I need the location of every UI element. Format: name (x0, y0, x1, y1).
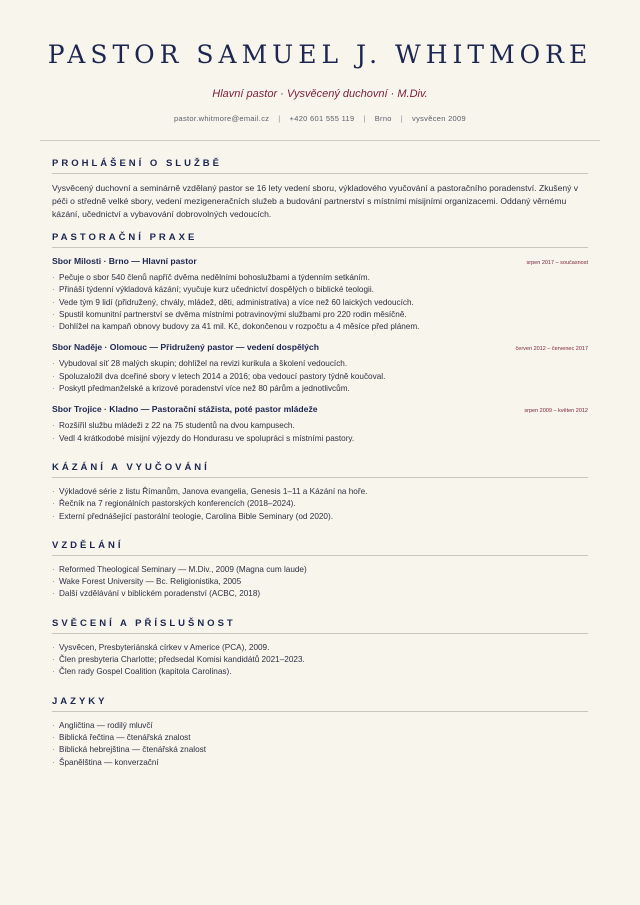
contact-email[interactable]: pastor.whitmore@email.cz (174, 114, 270, 123)
education-list (52, 564, 588, 601)
section-title-statement: PROHLÁŠENÍ O SLUŽBĚ (52, 158, 588, 174)
section-title-preaching: KÁZÁNÍ A VYUČOVÁNÍ (52, 462, 588, 478)
name-heading: PASTOR SAMUEL J. WHITMORE (47, 40, 593, 69)
section-title-languages: JAZYKY (52, 696, 588, 712)
job-header (52, 342, 588, 352)
list-item: · Pečuje o sbor 540 členů napříč dvěma nedělními bohoslužbami a týdenním setkáním. (52, 273, 370, 282)
list-item: · Vysvěcen, Presbyteriánská církev v Americe (PCA), 2009. (52, 642, 270, 652)
header-divider (40, 140, 600, 141)
list-item: · Výkladové série z listu Římanům, Janova evangelia, Genesis 1–11 a Kázání na hoře. (52, 486, 368, 496)
section-title-education: VZDĚLÁNÍ (52, 540, 588, 556)
job-header (52, 404, 588, 414)
list-item: · Řečník na 7 regionálních pastorských konferencích (2018–2024). (52, 499, 296, 509)
list-item: · Poskytl předmanželské a krizové poradenství více než 80 párům a jednotlivcům. (52, 384, 350, 394)
list-item: · Biblická řečtina — čtenářská znalost (52, 732, 191, 742)
contact-phone[interactable]: +420 601 555 119 (289, 114, 355, 123)
list-item: · Další vzdělávání v biblickém poradenství (ACBC, 2018) (52, 589, 261, 599)
contact-ordained: vysvěcen 2009 (412, 114, 466, 123)
list-item: · Vedl 4 krátkodobé misijní výjezdy do Hondurasu ve spolupráci s místními pastory. (52, 433, 355, 443)
section-title-experience: PASTORAČNÍ PRAXE (52, 232, 588, 248)
job-date: srpen 2009 – květen 2012 (524, 408, 588, 415)
resume-content (52, 158, 588, 778)
job-title: Sbor Milosti · Brno — Hlavní pastor (52, 256, 197, 266)
list-item: · Vede tým 9 lidí (přidružený, chvály, mládež, děti, administrativa) a více než 60 laických vedoucích. (52, 297, 414, 307)
job-duties (52, 420, 588, 445)
job-duties (52, 272, 588, 333)
list-item: · Španělština — konverzační (52, 757, 159, 767)
list-item: · Spoluzaložil dva dceřiné sbory v letech 2014 a 2016; oba vedoucí pastory týdně koučoval. (52, 371, 386, 381)
subtitle: Hlavní pastor · Vysvěcený duchovní · M.Div. (212, 88, 428, 100)
list-item: · Biblická hebrejština — čtenářská znalost (52, 745, 206, 755)
list-item: · Dohlížel na kampaň obnovy budovy za 41 mil. Kč, dokončenou v rozpočtu a 4 měsíce před plánem. (52, 322, 420, 332)
list-item: · Reformed Theological Seminary — M.Div., 2009 (Magna cum laude) (52, 564, 307, 574)
list-item: · Spustil komunitní partnerství se dvěma místními potravinovými službami pro 220 rodin měsíčně. (52, 309, 407, 319)
ordination-list (52, 642, 588, 679)
contact-city: Brno (374, 114, 392, 123)
job-date: srpen 2017 – současnost (526, 260, 588, 266)
job-title: Sbor Naděje · Olomouc — Přidružený pastor — vedení dospělých (52, 342, 319, 353)
list-item: · Angličtina — rodilý mluvčí (52, 720, 153, 730)
section-title-ordination: SVĚCENÍ A PŘÍSLUŠNOST (52, 618, 588, 634)
job-duties (52, 358, 588, 395)
list-item: · Přináší týdenní výkladová kázání; vyučuje kurz učednictví dospělých o biblické teologii. (52, 285, 374, 295)
job-date: červen 2012 – červenec 2017 (515, 346, 588, 353)
preaching-list (52, 486, 588, 523)
list-item: · Rozšířil službu mládeži z 22 na 75 studentů na dvou kampusech. (52, 421, 295, 431)
statement-text: Vysvěcený duchovní a seminárně vzdělaný pastor se 16 lety vedení sboru, výkladového vyučování a pastoračního poradenství. Zkušený v péči o středně velké sbory, vedení mezigeneračních služeb a budování partnerství s místními misijními organizacemi. Oddaný věrnému kázání, učednictví a vybavování dobrovolných vedoucích. (52, 183, 579, 219)
list-item: · Wake Forest University — Bc. Religionistika, 2005 (52, 577, 242, 587)
list-item: · Člen presbyteria Charlotte; předsedal Komisi kandidátů 2021–2023. (52, 655, 305, 665)
languages-list (52, 720, 588, 769)
list-item: · Vybudoval síť 28 malých skupin; dohlížel na revizi kurikula a školení vedoucích. (52, 359, 348, 369)
contact-line: pastor.whitmore@email.cz | +420 601 555 119 | Brno | vysvěcen 2009 (174, 114, 466, 123)
list-item: · Člen rady Gospel Coalition (kapitola Carolinas). (52, 667, 232, 677)
job-header (52, 256, 588, 266)
list-item: · Externí přednášející pastorální teologie, Carolina Bible Seminary (od 2020). (52, 511, 333, 521)
job-title: Sbor Trojice · Kladno — Pastorační stážista, poté pastor mládeže (52, 404, 318, 415)
